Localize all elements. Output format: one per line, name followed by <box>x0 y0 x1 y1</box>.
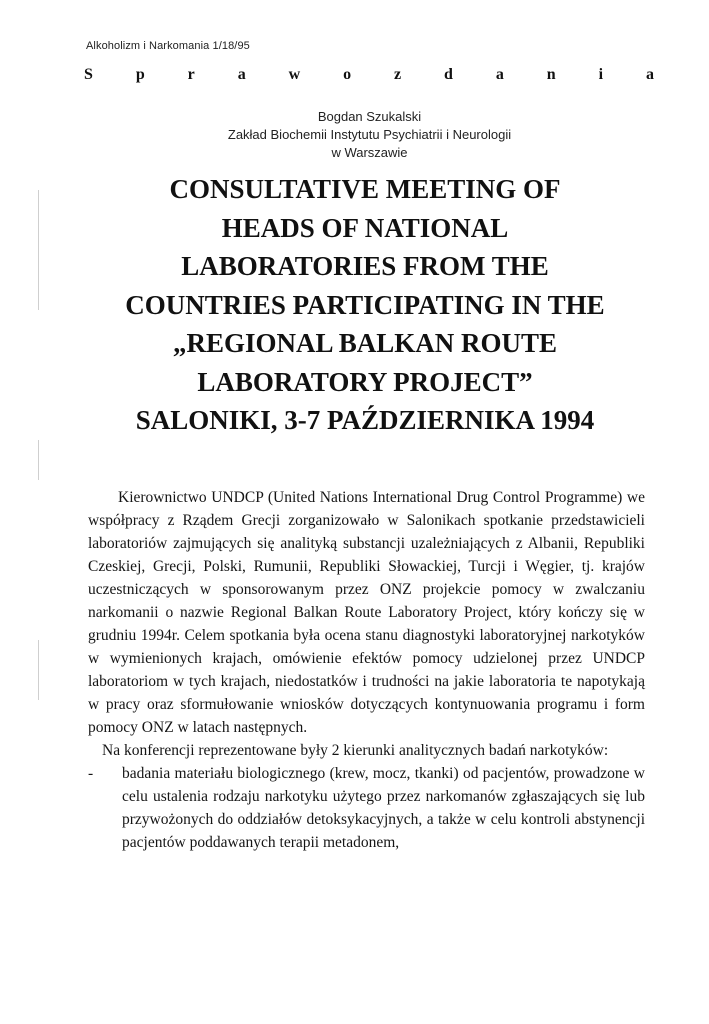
analysis-list <box>88 762 645 854</box>
scan-margin-line <box>38 440 39 480</box>
section-letter: i <box>598 66 604 83</box>
section-letter: a <box>646 66 654 83</box>
author-block <box>0 108 709 162</box>
title-line: LABORATORY PROJECT” <box>197 366 533 397</box>
article-title <box>60 170 670 440</box>
article-body <box>88 486 645 854</box>
scan-margin-line <box>38 640 39 700</box>
list-bullet: - <box>88 765 94 782</box>
section-letter: a <box>237 66 246 83</box>
author-city: w Warszawie <box>331 145 408 160</box>
list-item <box>88 762 645 854</box>
running-head: Alkoholizm i Narkomania 1/18/95 <box>86 40 250 52</box>
scan-margin-line <box>38 190 39 310</box>
author-affiliation: Zakład Biochemii Instytutu Psychiatrii i Neurologii <box>227 127 512 142</box>
section-letter: S <box>84 66 93 83</box>
section-letter: d <box>444 66 453 83</box>
author-name: Bogdan Szukalski <box>317 109 422 124</box>
section-letter: o <box>343 66 352 83</box>
body-paragraph: Na konferencji reprezentowane były 2 kierunki analitycznych badań narkotyków: <box>102 742 609 759</box>
section-letter: z <box>394 66 402 83</box>
title-line: „REGIONAL BALKAN ROUTE <box>172 328 558 358</box>
section-letter: a <box>495 66 504 83</box>
title-line: SALONIKI, 3-7 PAŹDZIERNIKA 1994 <box>135 405 595 435</box>
title-line: HEADS OF NATIONAL <box>221 212 509 243</box>
title-line: LABORATORIES FROM THE <box>181 251 549 281</box>
list-item-text: badania materiału biologicznego (krew, mocz, tkanki) od pacjentów, prowadzone w celu ustalenia rodzaju narkotyku użytego przez narkomanów zgłaszających się lub przywożonych do oddziałów detoksykacyjnych, a także w celu kontroli abstynencji pacjentów poddawanych terapii metadonem, <box>122 765 645 851</box>
section-letter: n <box>546 66 556 83</box>
title-line: CONSULTATIVE MEETING OF <box>169 174 561 204</box>
body-paragraph: Kierownictwo UNDCP (United Nations International Drug Control Programme) we współpracy z Rządem Grecji zorganizowało w Salonikach spotkanie przedstawicieli laboratoriów zajmujących się analityką substancji uzależniających z Albanii, Republiki Czeskiej, Grecji, Polski, Rumunii, Republiki Słowackiej, Turcji i Węgier, tj. krajów uczestniczących w sponsorowanym przez ONZ projekcie pomocy w zwalczaniu narkomanii o nazwie Regional Balkan Route Laboratory Project, który kończy się w grudniu 1994r. Celem spotkania była ocena stanu diagnostyki laboratoryjnej narkotyków w wymienionych krajach, omówienie efektów pomocy udzielonej przez UNDCP laboratoriom w tych krajach, niedostatków i trudności na jakie laboratoria te napotykają w pracy oraz sformułowanie wniosków dotyczących kontynuowania programu i form pomocy ONZ w latach następnych. <box>88 489 645 736</box>
title-line: COUNTRIES PARTICIPATING IN THE <box>125 289 605 320</box>
section-letter: r <box>187 66 195 83</box>
section-letter: p <box>135 66 145 83</box>
section-letter: w <box>288 66 301 83</box>
section-title <box>84 66 654 84</box>
